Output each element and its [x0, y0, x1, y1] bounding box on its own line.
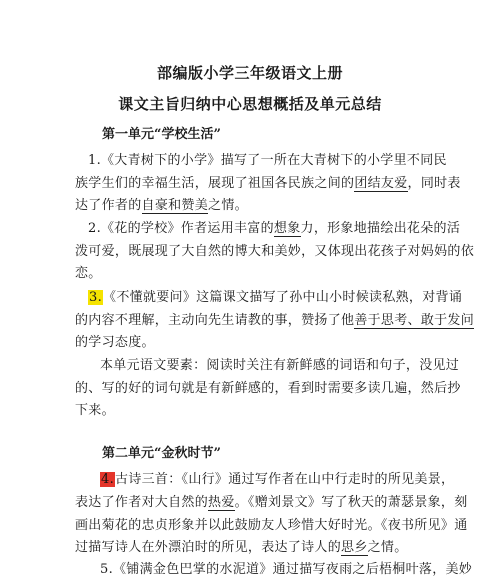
- unit1-p3-line2: [75, 309, 474, 328]
- unit2-p1-line1: [100, 468, 454, 487]
- underlined-phrase: 想象: [273, 221, 301, 236]
- text-run: 古诗三首：《山行》通过写作者在山中行走时的所见美景，: [115, 472, 455, 487]
- unit1-p2-line3: 恋。: [75, 266, 102, 281]
- unit1-p2-line2: 泼可爱，既展现了大自然的博大和美妙，又体现出花孩子对妈妈的依: [75, 244, 475, 259]
- text-run: 《不懂就要问》这篇课文描写了孙中山小时候读私熟，对背诵: [103, 290, 463, 305]
- underlined-phrase: 思乡: [341, 540, 368, 555]
- document-subtitle: 课文主旨归纳中心思想概括及单元总结: [118, 95, 382, 113]
- highlighted-number: 3.: [89, 290, 103, 305]
- underlined-phrase: 自豪和赞美: [141, 198, 209, 213]
- unit2-heading: 第二单元“金秋时节”: [102, 446, 221, 461]
- unit1-p1-line3: [75, 194, 248, 213]
- highlighted-number: 4.: [101, 472, 115, 487]
- unit1-p4-line1: 本单元语文要素：阅读时关注有新鲜感的词语和句子，没见过: [100, 358, 460, 373]
- text-run: 表达了作者对大自然的: [75, 495, 209, 510]
- unit1-p2-line1: [88, 217, 460, 236]
- unit1-heading: 第一单元“学校生活”: [102, 127, 221, 142]
- text-run: 力，形象地描绘出花朵的活: [300, 221, 461, 236]
- unit2-p1-line4: [75, 536, 408, 555]
- underlined-phrase: 热爱: [208, 495, 235, 510]
- document-title: 部编版小学三年级语文上册: [156, 64, 343, 82]
- text-run: 2.《花的学校》作者运用丰富的: [88, 221, 274, 236]
- unit2-p1-line2: [75, 491, 468, 510]
- text-run: 。《赠刘景文》写了秋天的萧瑟景象，刻: [234, 495, 468, 510]
- text-run: 达了作者的: [75, 198, 142, 213]
- text-run: 之情。: [208, 198, 248, 213]
- unit1-p3-line3: 的学习态度。: [75, 335, 155, 350]
- text-run: 过描写诗人在外漂泊时的所见，表达了诗人的: [75, 540, 342, 555]
- unit1-p1-line1: 1.《大青树下的小学》描写了一所在大青树下的小学里不同民: [88, 153, 447, 168]
- text-run: 的内容不理解，主动向先生请教的事，赞扬了他: [75, 313, 355, 328]
- unit1-p4-line2: 的、写的好的词句就是有新鲜感的，看到时需要多读几遍，然后抄: [75, 381, 461, 396]
- text-run: ，同时表: [407, 176, 461, 191]
- unit2-p2-line1: 5.《铺满金色巴掌的水泥道》通过描写夜雨之后梧桐叶落，美妙: [100, 562, 473, 577]
- text-run: 之情。: [367, 540, 408, 555]
- underlined-phrase: 团结友爱: [354, 176, 408, 191]
- unit1-p1-line2: [75, 172, 461, 191]
- unit1-p3-line1: [88, 286, 462, 305]
- text-run: 族学生们的幸福生活，展现了祖国各民族之间的: [75, 176, 355, 191]
- underlined-phrase: 善于思考、敢于发问: [354, 313, 475, 328]
- unit2-p1-line3: 画出菊花的忠贞形象并以此鼓励友人珍惜大好时光。《夜书所见》通: [75, 518, 468, 533]
- unit1-p4-line3: 下来。: [75, 403, 115, 418]
